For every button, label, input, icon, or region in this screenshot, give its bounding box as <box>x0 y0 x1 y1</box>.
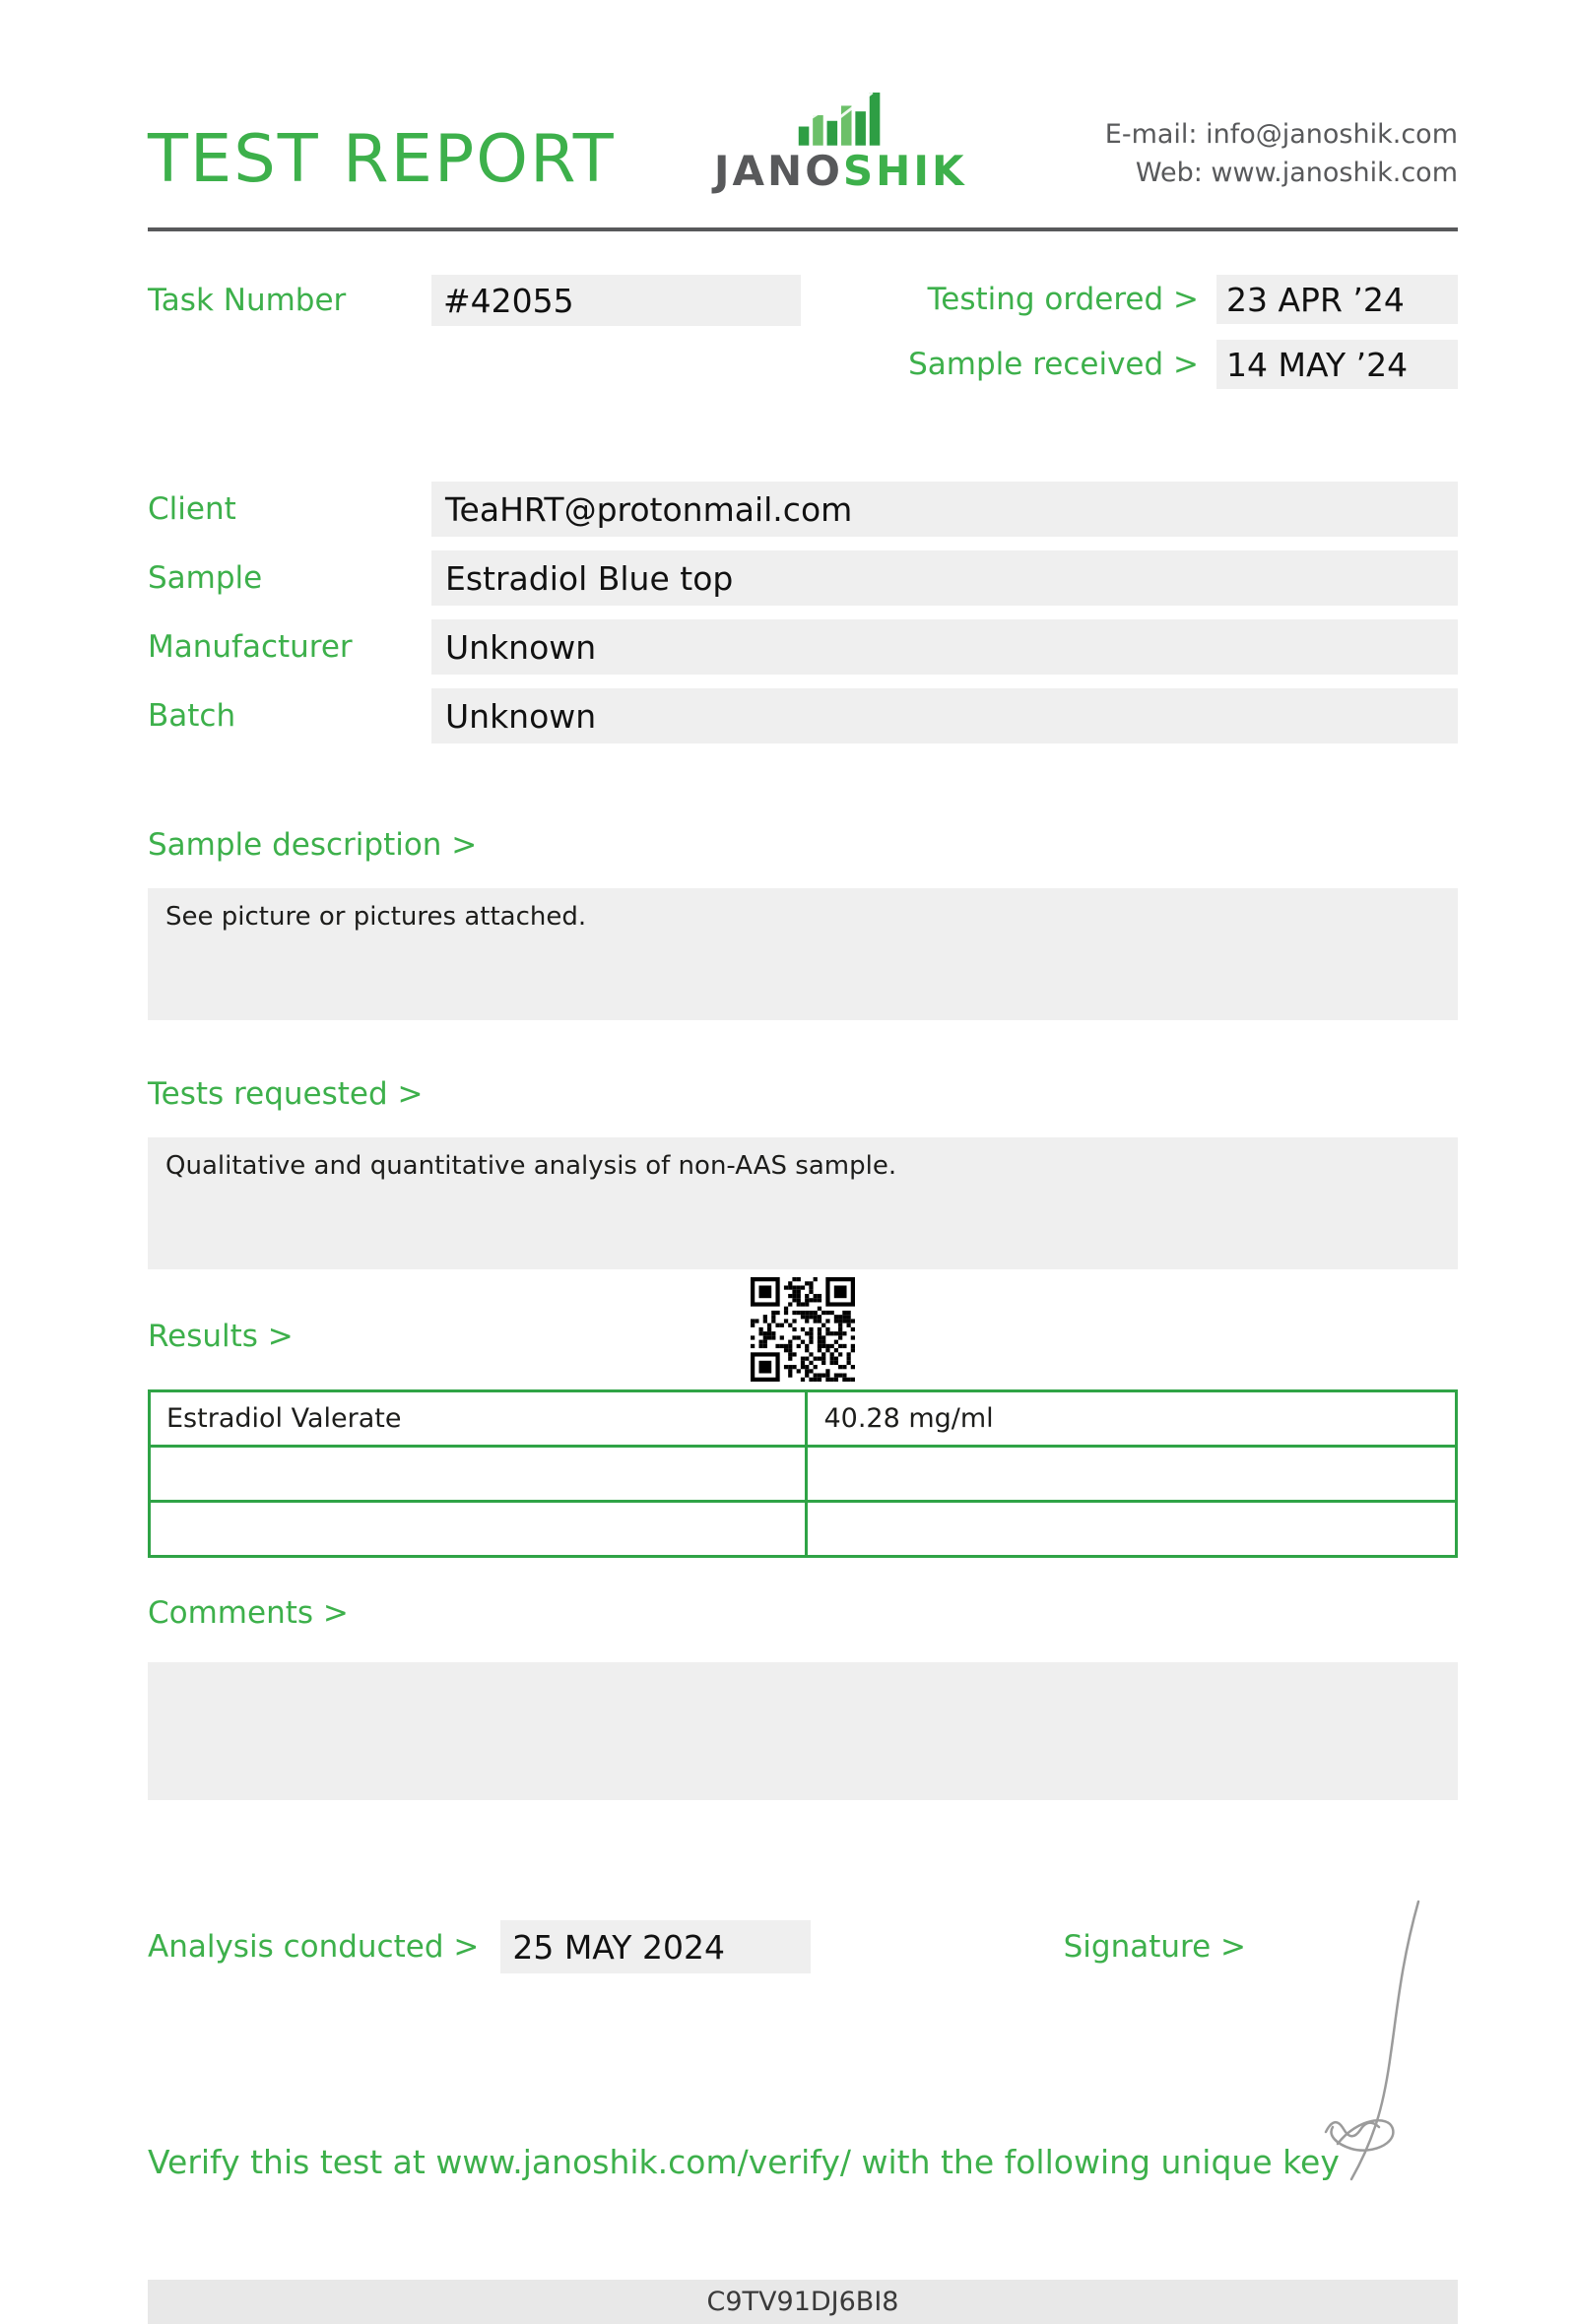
results-table <box>148 1389 1458 1558</box>
verify-text: Verify this test at www.janoshik.com/verify/ with the following unique key <box>148 2143 1340 2181</box>
detail-row-client <box>148 482 1458 537</box>
batch-value: Unknown <box>431 688 1458 743</box>
results-heading: Results > <box>148 1319 294 1354</box>
handwritten-signature <box>1300 1896 1443 2186</box>
result-value <box>807 1502 1457 1557</box>
web-label: Web: <box>1135 157 1203 188</box>
web-line <box>1105 154 1458 192</box>
logo-text-jano: JANO <box>713 147 843 195</box>
analysis-group <box>148 1920 811 1973</box>
qr-code <box>751 1277 855 1382</box>
email-label: E-mail: <box>1104 118 1198 150</box>
results-section <box>148 1319 1458 1558</box>
footer-row <box>148 1920 1458 1973</box>
result-name <box>150 1502 807 1557</box>
manufacturer-label: Manufacturer <box>148 629 353 665</box>
tests-requested-heading: Tests requested > <box>148 1076 424 1112</box>
tests-requested-section <box>148 1076 1458 1269</box>
results-row <box>150 1391 1457 1447</box>
result-value: 40.28 mg/ml <box>807 1391 1457 1447</box>
email-value: info@janoshik.com <box>1206 118 1458 150</box>
comments-box <box>148 1662 1458 1800</box>
page-title: TEST REPORT <box>148 120 616 197</box>
comments-section <box>148 1595 1458 1800</box>
header <box>148 85 1458 197</box>
result-name: Estradiol Valerate <box>150 1391 807 1447</box>
janoshik-logo <box>713 85 967 195</box>
email-line <box>1105 115 1458 154</box>
dates-group <box>908 275 1458 389</box>
bar-chart-logo-icon <box>793 85 887 146</box>
task-number-group <box>148 275 801 326</box>
task-number-value: #42055 <box>431 275 801 326</box>
sample-received-label: Sample received > <box>908 347 1199 382</box>
results-row <box>150 1502 1457 1557</box>
testing-ordered-value: 23 APR ’24 <box>1216 275 1458 324</box>
analysis-date-value: 25 MAY 2024 <box>500 1920 811 1973</box>
signature-label: Signature > <box>1063 1929 1246 1965</box>
manufacturer-value: Unknown <box>431 619 1458 675</box>
detail-row-sample <box>148 550 1458 606</box>
unique-key-box <box>148 2280 1458 2324</box>
batch-label: Batch <box>148 698 236 734</box>
client-label: Client <box>148 491 236 527</box>
analysis-conducted-label: Analysis conducted > <box>148 1929 480 1965</box>
client-value: TeaHRT@protonmail.com <box>431 482 1458 537</box>
result-name <box>150 1447 807 1502</box>
comments-heading: Comments > <box>148 1595 349 1631</box>
testing-ordered-label: Testing ordered > <box>927 282 1199 317</box>
unique-key-value: C9TV91DJ6BI8 <box>706 2287 899 2317</box>
contact-info <box>1105 115 1458 192</box>
header-divider <box>148 227 1458 231</box>
results-row <box>150 1447 1457 1502</box>
sample-value: Estradiol Blue top <box>431 550 1458 606</box>
sample-description-heading: Sample description > <box>148 827 478 863</box>
sample-description-section <box>148 827 1458 1020</box>
sample-description-box: See picture or pictures attached. <box>148 888 1458 1020</box>
web-value: www.janoshik.com <box>1211 157 1458 188</box>
result-value <box>807 1447 1457 1502</box>
detail-row-batch <box>148 688 1458 743</box>
details-block <box>148 482 1458 743</box>
logo-text-shik: SHIK <box>842 147 967 195</box>
detail-row-manufacturer <box>148 619 1458 675</box>
tests-requested-box: Qualitative and quantitative analysis of non-AAS sample. <box>148 1137 1458 1269</box>
sample-received-value: 14 MAY ’24 <box>1216 340 1458 389</box>
meta-row <box>148 275 1458 389</box>
sample-label: Sample <box>148 560 263 596</box>
logo-text <box>713 147 967 195</box>
task-number-label: Task Number <box>148 283 347 318</box>
